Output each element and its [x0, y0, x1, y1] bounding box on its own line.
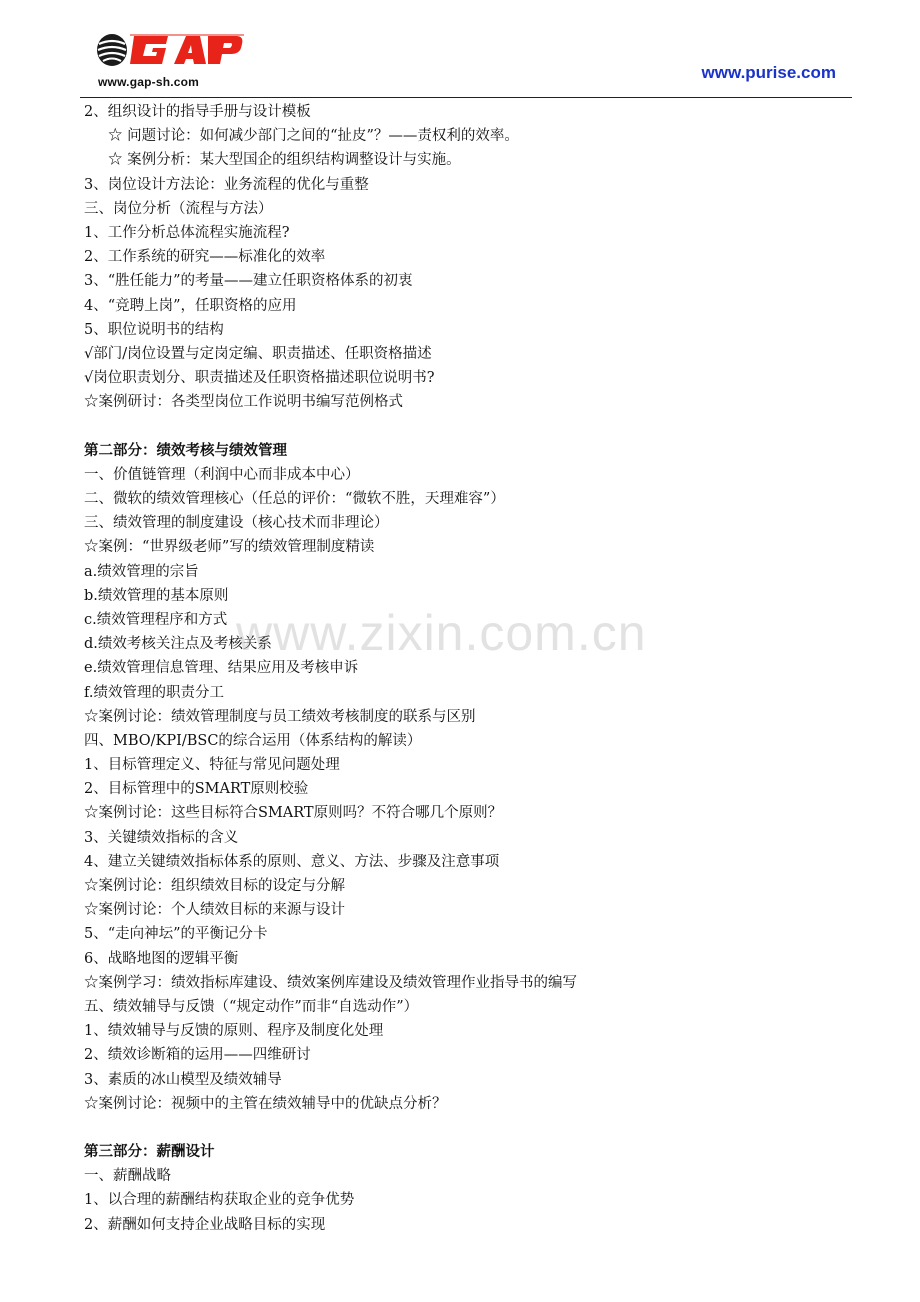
text-line: 5、“走向神坛”的平衡记分卡 [84, 926, 268, 943]
text-line: 二、微软的绩效管理核心（任总的评价：“微软不胜，天理难容”） [84, 491, 505, 507]
text-line: 1、绩效辅导与反馈的原则、程序及制度化处理 [84, 1023, 384, 1040]
text-line: 1、目标管理定义、特征与常见问题处理 [84, 757, 340, 774]
text-line: 1、以合理的薪酬结构获取企业的竞争优势 [84, 1192, 355, 1209]
text-line: d.绩效考核关注点及考核关系 [84, 636, 272, 653]
text-line: ☆案例讨论：组织绩效目标的设定与分解 [84, 878, 345, 894]
text-line: ☆案例讨论：绩效管理制度与员工绩效考核制度的联系与区别 [84, 708, 476, 725]
text-line: ☆案例：“世界级老师”写的绩效管理制度精读 [84, 539, 375, 556]
text-line: √岗位职责划分、职责描述及任职资格描述职位说明书? [84, 370, 435, 387]
header-divider [80, 97, 852, 98]
text-line: 一、薪酬战略 [84, 1168, 171, 1185]
watermark-text: www.zixin.com.cn [236, 605, 647, 661]
text-line: ☆案例讨论：视频中的主管在绩效辅导中的优缺点分析？ [84, 1095, 447, 1112]
document-body [84, 100, 854, 1237]
text-line: ☆案例讨论：个人绩效目标的来源与设计 [84, 902, 345, 919]
text-line: 三、岗位分析（流程与方法） [84, 200, 273, 217]
gap-wordmark [130, 36, 242, 64]
page-header [0, 0, 920, 100]
text-line: 4、建立关键绩效指标体系的原则、意义、方法、步骤及注意事项 [84, 853, 500, 870]
text-line: 4、“竞聘上岗”，任职资格的应用 [84, 297, 297, 314]
text-line: e.绩效管理信息管理、结果应用及考核申诉 [84, 660, 359, 677]
text-line: ☆案例学习：绩效指标库建设、绩效案例库建设及绩效管理作业指导书的编写 [84, 974, 577, 991]
text-line: 五、绩效辅导与反馈（“规定动作”而非“自选动作”） [84, 998, 419, 1015]
text-line: b.绩效管理的基本原则 [84, 587, 229, 604]
text-line: a.绩效管理的宗旨 [84, 563, 199, 580]
text-line: ☆ 问题讨论：如何减少部门之间的“扯皮”？——责权利的效率。 [108, 128, 519, 145]
text-line: 6、战略地图的逻辑平衡 [84, 950, 239, 967]
text-line: 四、MBO/KPI/BSC的综合运用（体系结构的解读） [84, 732, 422, 749]
text-line: ☆ 案例分析：某大型国企的组织结构调整设计与实施。 [108, 152, 461, 169]
text-line: 2、工作系统的研究——标准化的效率 [84, 249, 326, 266]
text-line: 2、组织设计的指导手册与设计模板 [84, 104, 311, 120]
gap-logo [90, 26, 250, 92]
text-line: 3、“胜任能力”的考量——建立任职资格体系的初衷 [84, 273, 413, 290]
text-line: f.绩效管理的职责分工 [84, 684, 224, 701]
text-line: √部门/岗位设置与定岗定编、职责描述、任职资格描述 [84, 345, 432, 362]
site-url-link[interactable]: www.purise.com [701, 63, 836, 82]
text-line: 2、目标管理中的SMART原则校验 [84, 781, 309, 798]
text-line: 三、绩效管理的制度建设（核心技术而非理论） [84, 515, 389, 532]
text-line: 3、素质的冰山模型及绩效辅导 [84, 1071, 282, 1088]
text-line: ☆案例研讨：各类型岗位工作说明书编写范例格式 [84, 394, 403, 411]
gap-logo-graphic [90, 26, 250, 74]
logo-url-text: www.gap-sh.com [98, 75, 200, 89]
text-line: 3、关键绩效指标的含义 [84, 829, 239, 846]
section-heading: 第三部分：薪酬设计 [84, 1144, 215, 1161]
section-heading: 第二部分：绩效考核与绩效管理 [84, 442, 287, 459]
paragraph-gap [84, 414, 854, 438]
text-line: 一、价值链管理（利润中心而非成本中心） [84, 466, 360, 483]
text-line: 3、岗位设计方法论：业务流程的优化与重整 [84, 176, 369, 193]
text-line: c.绩效管理程序和方式 [84, 611, 228, 628]
paragraph-gap [84, 1116, 854, 1140]
text-line: 2、绩效诊断箱的运用——四维研讨 [84, 1047, 311, 1064]
text-line: 5、职位说明书的结构 [84, 321, 224, 338]
globe-icon [97, 34, 127, 66]
text-line: 1、工作分析总体流程实施流程? [84, 224, 290, 241]
text-line: 2、薪酬如何支持企业战略目标的实现 [84, 1216, 326, 1233]
text-line: ☆案例讨论：这些目标符合SMART原则吗？不符合哪几个原则？ [84, 805, 503, 822]
